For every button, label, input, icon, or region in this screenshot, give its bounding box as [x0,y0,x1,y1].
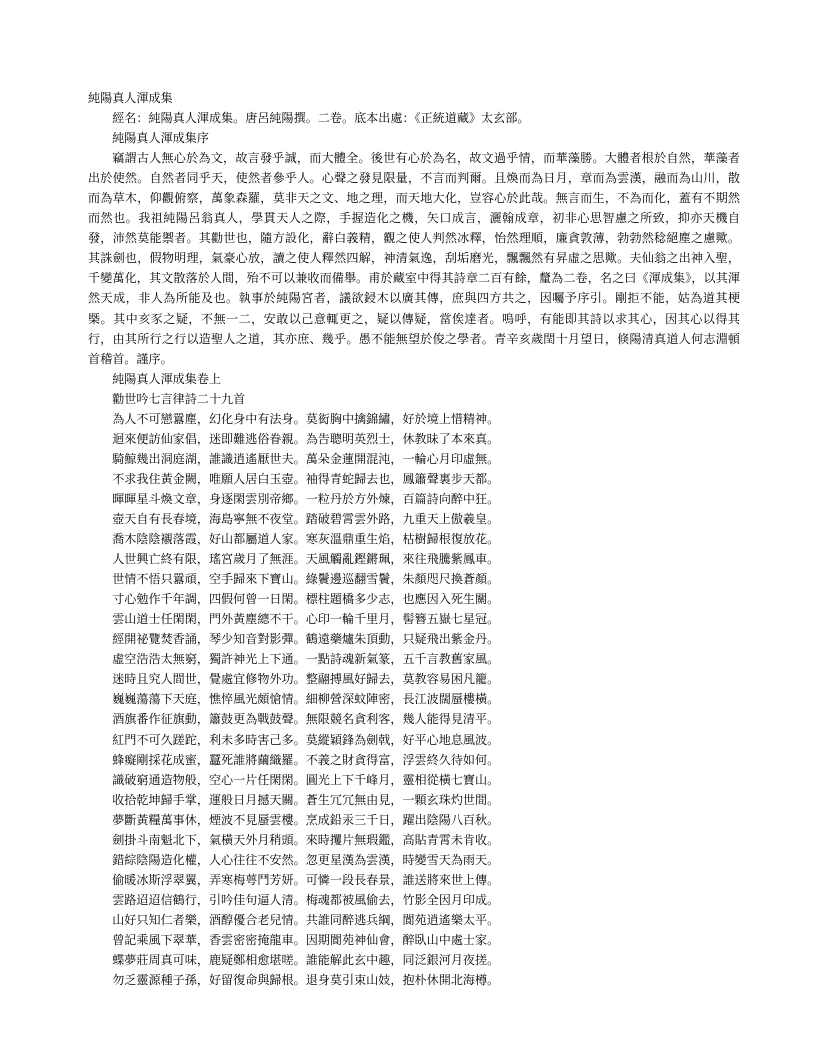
poem-line: 山好只知仁者樂，酒醇優合老兒情。共誰同醉逃兵綱，閬苑逍遙樂太平。 [112,912,500,927]
poem-line: 夢斷黃糧萬事休，煙波不見蜃雲樓。烹成鉛汞三千日，躍出陰陽八百秋。 [112,812,500,827]
volume-heading: 純陽真人渾成集卷上 [112,371,222,386]
poem-line: 騎鯨幾出洞庭湖，誰識逍遙厭世夫。萬朵金蓮開混沌，一輪心月印虛無。 [112,451,500,466]
colophon-line: 經名：純陽真人渾成集。唐呂純陽撰。二卷。底本出處：《正統道藏》太玄部。 [112,111,530,126]
poem-line: 虛空浩浩太無窮，獨許神光上下通。一點詩魂新氣篆，五千言教舊家風。 [112,652,500,667]
preface-heading: 純陽真人渾成集序 [112,131,209,146]
document-title: 純陽真人渾成集 [88,91,173,105]
poem-line: 人世興亡終有限，瑤宮歲月了無涯。天風觸亂鏗鏘珮，來往飛騰紫鳳車。 [112,552,500,567]
poem-line: 酒旗番作征旗動，簫鼓更為戰鼓聲。無限競名貪利客，幾人能得見清平。 [112,712,500,727]
poem-line: 蝶夢莊周真可味，鹿疑鄭相愈堪嗟。誰能解此玄中趣，同泛銀河月夜搓。 [112,953,500,968]
preface-body: 竊謂古人無心於為文，故言發乎誠，而大體全。後世有心於為名，故文過乎情，而華藻勝。大體者根於自然，華藻者出於使然。自然者同乎天，使然者參乎人。心聲之發見限量，不言而判爾。且煥而為日月，章而為雲漢，融而為山川，散而為草木，仰觀俯察，萬象森羅，莫非天之文、地之理，而天地大化，豈容心於此哉。無言而生，不為而化，蓋有不期然而然也。我祖純陽呂翁真人，學貫天人之際，手握造化之機，矢口成言，灑翰成章，初非心思智慮之所致，抑亦天機自發，沛然莫能禦者。其勸世也，隨方設化，辭白義精，觀之使人判然冰釋，怡然理順，廉貪敦薄，勃勃然稔絕塵之慮歟。其誅劍也，假物明理，氣豪心放，讀之使人釋然四解，神清氣逸，刮垢磨光，飄飄然有昇虛之思歟。夫仙翁之出神入聖，千變萬化，其文散落於人間，殆不可以兼收而備舉。甫於藏室中得其詩章二百有餘，釐為二卷，名之曰《渾成集》，以其渾然天成，非人為所能及也。執事於純陽宮者，議欲鋟木以廣其傳，庶與四方共之，因囑予序引。剛拒不能，姑為道其梗槩。其中亥豕之疑，不無一二，安敢以己意輒更之，疑以傳疑，當俟達者。嗚呼，有能即其詩以求其心，因其心以得其行，由其所行之行以造聖人之道，其亦庶、幾乎。愚不能無望於俊之學者。青辛亥歲閏十月望日，倏陽清真道人何志淵頓首稽首。謹序。 [88,151,740,366]
poem-line: 蜂癡剛採花成蜜，蠶死誰將繭織羅。不義之財貪得富，浮雲終久待如何。 [112,752,500,767]
document-body [88,88,740,990]
poem-line: 為人不可戀囂塵，幻化身中有法身。莫衒胸中擒錦繡，好於境上惜精神。 [112,411,500,426]
poem-line: 曾記乘風下翠華，香雲密密掩龍車。因期閬苑神仙會，醉臥山中處士家。 [112,932,500,947]
poem-line: 暉暉星斗煥文章，身逐閑雲別帝鄉。一粒丹於方外煉，百篇詩向醉中狂。 [112,491,500,506]
poem-line: 收拾乾坤歸手掌，運般日月撼天關。蒼生冗冗無由見，一顆玄珠灼世間。 [112,792,500,807]
poem-line: 寸心勉作千年調，四假何曾一日閑。標柱題橋多少志，也應因入死生關。 [112,592,500,607]
poem-line: 世情不悟只囂頑，空手歸來下寶山。綠鬢邊巡翻雪鬢，朱顏咫尺換蒼顏。 [112,572,500,587]
poem-line: 壺天自有長春境，海島寧無不夜堂。踏破碧霄雲外路，九重天上傲羲皇。 [112,511,500,526]
poem-line: 勿乏靈源種子孫，好留復命與歸根。退身莫引束山妓，抱朴休開北海樽。 [112,973,500,988]
poem-line: 雲山道士任閑閑，門外黃塵總不干。心印一輪千里月，髻簪五嶽七星冠。 [112,612,500,627]
poem-line: 紅門不可久蹉跎，利未多時害己多。莫縱穎鋒為劍戟，好平心地息風波。 [112,732,500,747]
poem-block [88,409,740,990]
poem-line: 經開祕覽焚香誦，琴少知音對影彈。鶴遠藥爐朱頂動，只疑飛出紫金丹。 [112,632,500,647]
poem-line: 雲路迢迢信鶴行，引吟佳句逼人清。梅魂都被風偷去，竹影全因月印成。 [112,892,500,907]
poem-line: 錯綜陰陽造化權，人心往往不安然。忽更星漢為雲漢，時變雪天為雨天。 [112,852,500,867]
poem-line: 迷時且究人間世，覺處宜修物外功。整翮搏風好歸去，莫教容易困凡籠。 [112,672,500,687]
poem-line: 偷暖冰斯浮翠翼，弄寒梅萼鬥芳妍。可憐一段長春景，誰送將來世上傳。 [112,872,500,887]
poem-line: 劍掛斗南魁北下，氣橫天外月稍頭。來時攫片無瑕鑑，高貼青霄未肯收。 [112,832,500,847]
poem-line: 不求我住黃金闕，唯願人居白玉壺。袖得青蛇歸去也，鳳簫聲裏步天都。 [112,471,500,486]
poem-line: 識破窮通造物般，空心一片任閑閑。圓光上下千峰月，靈相從橫七寶山。 [112,772,500,787]
poem-line: 喬木陰陰襯落霞，好山都屬道人家。寒灰溫鼎重生焰，枯樹歸根復放花。 [112,532,500,547]
section-heading: 勸世吟七言律詩二十九首 [112,391,246,406]
poem-line: 巍巍蕩蕩下天庭，憔悴風光頗愴情。細柳營深蚊陣密，長江波闊蜃樓橫。 [112,692,500,707]
poem-line: 迴來便訪仙家倡，迷即難逃俗眷親。為告聰明英烈士，休教昧了本來真。 [112,431,500,446]
